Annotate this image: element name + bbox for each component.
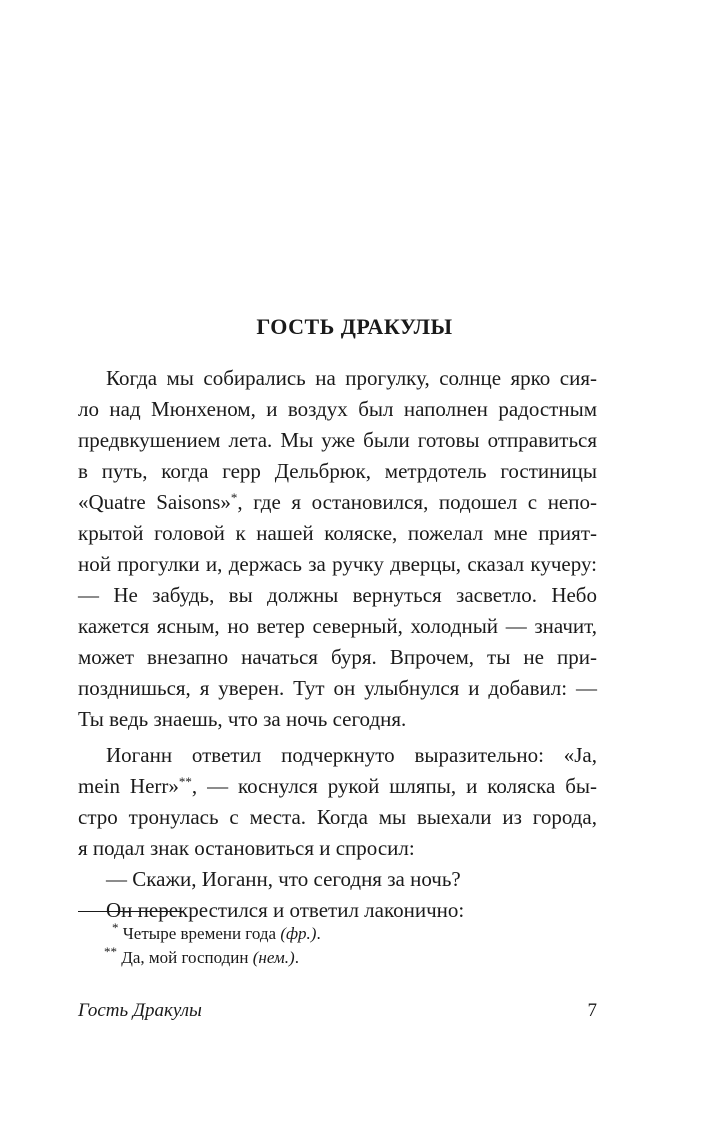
footnote-mark: ** <box>104 944 117 959</box>
text-line: кажется ясным, но ветер северный, холодный — значит, <box>78 614 597 638</box>
footnote-end: . <box>316 924 321 943</box>
footnote-divider <box>78 911 184 912</box>
text-line: ной прогулки и, держась за ручку дверцы, сказал кучеру: <box>78 552 597 576</box>
text-line: ло над Мюнхеном, и воздух был наполнен радостным <box>78 397 597 421</box>
footnote-mark: ** <box>178 774 192 789</box>
text-span: , — коснулся рукой шляпы, и коляска бы- <box>191 774 598 798</box>
footnote-text: Четыре времени года <box>122 924 281 943</box>
footnotes <box>78 922 597 970</box>
text-line: в путь, когда герр Дельбрюк, метрдотель гостиницы <box>78 459 597 483</box>
text-line: я подал знак остановиться и спросил: <box>78 836 415 860</box>
text-line: Ты ведь знаешь, что за ночь сегодня. <box>78 707 407 731</box>
footnote-item <box>78 922 597 946</box>
text-line: предвкушением лета. Мы уже были готовы отправиться <box>78 428 597 452</box>
text-line: может внезапно начаться буря. Впрочем, ты не при- <box>78 645 597 669</box>
footnote-end: . <box>294 948 299 967</box>
footnote-mark: * <box>112 920 119 935</box>
footnote-text: Да, мой господин <box>121 948 253 967</box>
footnote-lang: (фр.) <box>280 924 317 943</box>
text-line: стро тронулась с места. Когда мы выехали из города, <box>78 805 597 829</box>
hotel-name: «Quatre Saisons» <box>78 490 231 514</box>
body-text <box>78 363 597 926</box>
text-line: позднишься, я уверен. Тут он улыбнулся и добавил: — <box>78 676 597 700</box>
text-line: Он перекрестился и ответил лаконично: <box>106 898 465 922</box>
chapter-title: ГОСТЬ ДРАКУЛЫ <box>256 314 453 339</box>
footnote-lang: (нем.) <box>252 948 295 967</box>
text-line: крытой головой к нашей коляске, пожелал мне прият- <box>78 521 597 545</box>
text-span: mein Herr» <box>78 774 179 798</box>
text-line <box>78 771 597 802</box>
footnote-mark: * <box>230 490 238 505</box>
text-line <box>78 487 597 518</box>
text-span: , где я остановился, подошел с непо- <box>237 490 597 514</box>
footnote-item <box>78 946 597 970</box>
text-line: Когда мы собирались на прогулку, солнце ярко сия- <box>106 366 597 390</box>
running-title: Гость Дракулы <box>78 1000 202 1021</box>
text-line: — Не забудь, вы должны вернуться засветло. Небо <box>78 583 597 607</box>
text-line: — Скажи, Иоганн, что сегодня за ночь? <box>106 867 461 891</box>
page-number: 7 <box>587 1000 597 1021</box>
text-line: Иоганн ответил подчеркнуто выразительно: «Ja, <box>106 743 597 767</box>
